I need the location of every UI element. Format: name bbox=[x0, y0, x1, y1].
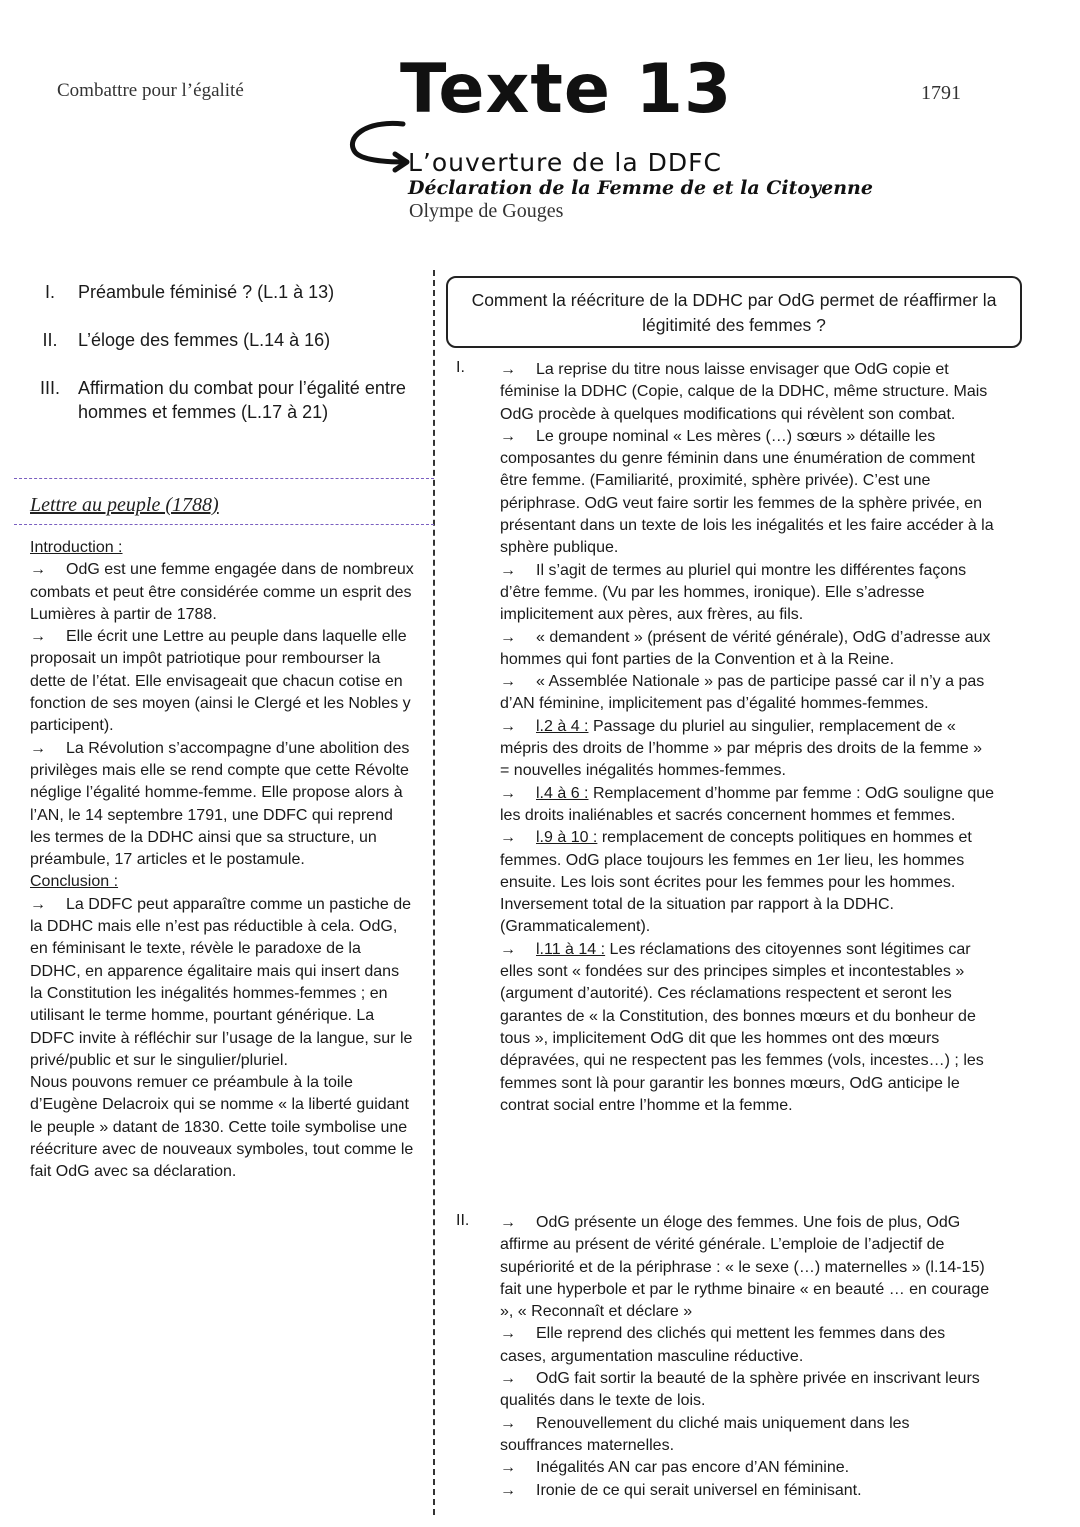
page-title: Texte 13 bbox=[400, 50, 733, 129]
line-ref: l.4 à 6 : bbox=[536, 784, 589, 802]
letter-title: Lettre au peuple (1788) bbox=[30, 494, 219, 516]
intro-text: OdG est une femme engagée dans de nombreux combats et peut être considérée comme un esprit des Lumières à partir de 1788. bbox=[30, 561, 414, 623]
line-ref: l.11 à 14 : bbox=[536, 940, 606, 958]
arrow-icon: → bbox=[500, 561, 516, 579]
plan-list bbox=[22, 280, 427, 448]
subtitle-full: Déclaration de la Femme de et la Citoyenne bbox=[408, 177, 873, 199]
point-text: OdG fait sortir la beauté de la sphère privée en inscrivant leurs qualités dans le texte de lois. bbox=[500, 1370, 980, 1410]
arrow-icon: → bbox=[500, 940, 516, 958]
closing-text: Nous pouvons remuer ce préambule à la toile d’Eugène Delacroix qui se nomme « la liberté guidant le peuple » datant de 1830. Cette toile symbolise une réécriture avec de nouveaux symboles, tout comme le fait OdG avec sa déclaration. bbox=[30, 1074, 414, 1181]
point-text: Ironie de ce qui serait universel en féminisant. bbox=[536, 1481, 862, 1499]
arrow-icon: → bbox=[500, 1481, 516, 1499]
plan-text: L’éloge des femmes (L.14 à 16) bbox=[78, 330, 331, 350]
problem-question-box: Comment la réécriture de la DDHC par OdG permet de réaffirmer la légitimité des femmes ? bbox=[446, 276, 1022, 348]
left-notes bbox=[30, 537, 415, 1184]
point-text: Les réclamations des citoyennes sont légitimes car elles sont « fondées sur des principes simples et incontestables » (argument d’autorité). Ces réclamations respectent et seront les garantes de « la Constitution, des bonnes mœurs et du bonheur de tous », implicitement OdG dit que les hommes ont des mœurs dépravées, qui ne respectent pas les femmes (vols, incestes…) ; les femmes sont là pour garantir les bonnes mœurs, OdG anticipe le contrat social entre l’homme et la femme. bbox=[500, 940, 984, 1114]
arrow-icon: → bbox=[500, 717, 516, 735]
arrow-icon: → bbox=[500, 1414, 516, 1432]
point-text: Elle reprend des clichés qui mettent les femmes dans des cases, argumentation masculine réductive. bbox=[500, 1325, 946, 1365]
line-ref: l.9 à 10 : bbox=[536, 829, 598, 847]
section-2 bbox=[500, 1212, 995, 1502]
plan-text: Préambule féminisé ? (L.1 à 13) bbox=[78, 282, 335, 302]
arrow-icon: → bbox=[500, 1370, 516, 1388]
line-ref: l.2 à 4 : bbox=[536, 717, 589, 735]
plan-num: II. bbox=[42, 330, 58, 350]
curved-arrow-icon bbox=[345, 118, 415, 178]
point-text: « demandent » (présent de vérité générale), OdG d’adresse aux hommes qui font parties de la Convention et à la Reine. bbox=[500, 628, 991, 668]
arrow-icon: → bbox=[500, 628, 516, 646]
subtitle: L’ouverture de la DDFC bbox=[408, 148, 722, 177]
arrow-icon: → bbox=[500, 361, 516, 378]
column-divider bbox=[433, 270, 435, 1515]
intro-point bbox=[30, 559, 415, 626]
analysis-point bbox=[500, 1212, 995, 1323]
arrow-icon: → bbox=[30, 628, 46, 646]
point-text: La reprise du titre nous laisse envisager que OdG copie et féminise la DDHC (Copie, calque de la DDHC, même structure. Mais OdG procède à quelques modifications qui révèlent son combat. bbox=[500, 361, 988, 423]
plan-num: I. bbox=[44, 282, 55, 302]
point-text: Renouvellement du cliché mais uniquement dans les souffrances maternelles. bbox=[500, 1414, 910, 1454]
analysis-point bbox=[500, 1413, 995, 1458]
point-text: OdG présente un éloge des femmes. Une fois de plus, OdG affirme au présent de vérité générale. L’emploie de l’adjectif de supériorité et de la périphrase : « le sexe (…) maternelles » (l.14-15) fait une hyperbole et par le rythme binaire « en beauté … en courage », « Reconnaît et déclare » bbox=[500, 1214, 990, 1321]
plan-text: Affirmation du combat pour l’égalité entre hommes et femmes (L.17 à 21) bbox=[78, 378, 406, 422]
conclusion-label: Conclusion : bbox=[30, 873, 119, 891]
analysis-point bbox=[500, 1480, 995, 1502]
point-text: Le groupe nominal « Les mères (…) sœurs » détaille les composantes du genre féminin dans une énumération de comment être femme. (Familiarité, proximité, sphère privée). C’est une périphrase. OdG veut faire sortir les femmes de la sphère privée, en présentant dans un texte de lois les inégalités et les faire accéder à la sphère publique. bbox=[500, 427, 994, 557]
intro-label: Introduction : bbox=[30, 539, 123, 556]
theme-label: Combattre pour l’égalité bbox=[57, 80, 244, 101]
arrow-icon: → bbox=[30, 895, 46, 913]
plan-num: III. bbox=[39, 378, 60, 398]
analysis-point bbox=[500, 627, 995, 672]
arrow-icon: → bbox=[30, 561, 46, 579]
point-text: « Assemblée Nationale » pas de participe passé car il n’y a pas d’AN féminine, implicitement pas d’égalité hommes-femmes. bbox=[500, 673, 985, 713]
arrow-icon: → bbox=[500, 1459, 516, 1477]
conclusion-point bbox=[30, 894, 415, 1072]
point-text: Remplacement d’homme par femme : OdG souligne que les droits inaliénables et sacrés concernent hommes et femmes. bbox=[500, 784, 995, 824]
analysis-point bbox=[500, 560, 995, 627]
intro-text: Elle écrit une Lettre au peuple dans laquelle elle proposait un impôt patriotique pour rembourser la dette de l’état. Elle envisageait que chacun cotise en fonction de ses moyen (ainsi le Clergé et les Nobles y participent). bbox=[30, 628, 411, 735]
point-text: Il s’agit de termes au pluriel qui montre les différentes façons d’être femme. (Vu par les hommes, ironique). Elle s’adresse implicitement aux pères, aux frères, au fils. bbox=[500, 561, 967, 624]
author: Olympe de Gouges bbox=[409, 200, 564, 222]
analysis-point bbox=[500, 1457, 995, 1479]
arrow-icon: → bbox=[500, 427, 516, 445]
section-num: II. bbox=[456, 1212, 470, 1229]
plan-item bbox=[22, 328, 427, 352]
year-label: 1791 bbox=[921, 82, 961, 104]
arrow-icon: → bbox=[500, 829, 516, 847]
analysis-point bbox=[500, 783, 995, 828]
intro-point bbox=[30, 738, 415, 872]
point-text: remplacement de concepts politiques en hommes et femmes. OdG place toujours les femmes en 1er lieu, les hommes ensuite. Les lois sont écrites pour les femmes pour les hommes. Inversement total de la situation par rapport à la DDHC. (Grammaticalement). bbox=[500, 829, 972, 936]
section-divider bbox=[14, 524, 434, 525]
analysis-point bbox=[500, 671, 995, 716]
plan-item bbox=[22, 280, 427, 304]
section-divider bbox=[14, 478, 434, 479]
intro-point bbox=[30, 626, 415, 737]
arrow-icon: → bbox=[500, 784, 516, 802]
analysis-point bbox=[500, 1368, 995, 1413]
arrow-icon: → bbox=[500, 1214, 516, 1231]
analysis-point bbox=[500, 426, 995, 560]
section-1 bbox=[500, 359, 995, 1117]
point-text: Passage du pluriel au singulier, remplacement de « mépris des droits de l’homme » par mépris des droits de la femme » = nouvelles inégalités hommes-femmes. bbox=[500, 717, 982, 780]
analysis-point bbox=[500, 827, 995, 938]
point-text: Inégalités AN car pas encore d’AN féminine. bbox=[536, 1459, 850, 1477]
intro-text: La Révolution s’accompagne d’une abolition des privilèges mais elle se rend compte que cette Révolte néglige l’égalité homme-femme. Elle propose alors à l’AN, le 14 septembre 1791, une DDFC qui reprend les termes de la DDHC ainsi que sa structure, un préambule, 17 articles et le postamule. bbox=[30, 739, 410, 869]
analysis-point bbox=[500, 939, 995, 1117]
analysis-point bbox=[500, 1323, 995, 1368]
arrow-icon: → bbox=[500, 1325, 516, 1343]
analysis-point bbox=[500, 716, 995, 783]
analysis-point bbox=[500, 359, 995, 426]
conclusion-text: La DDFC peut apparaître comme un pastiche de la DDHC mais elle n’est pas réductible à cela. OdG, en féminisant le texte, révèle le paradoxe de la DDHC, en apparence égalitaire mais qui insert dans la Constitution les inégalités hommes-femmes ; en utilisant le terme homme, pourtant générique. La DDFC invite à réfléchir sur l’usage de la langue, sur le privé/public et sur le singulier/pluriel. bbox=[30, 895, 413, 1069]
arrow-icon: → bbox=[30, 739, 46, 757]
arrow-icon: → bbox=[500, 673, 516, 691]
section-num: I. bbox=[456, 359, 465, 376]
plan-item bbox=[22, 376, 427, 424]
